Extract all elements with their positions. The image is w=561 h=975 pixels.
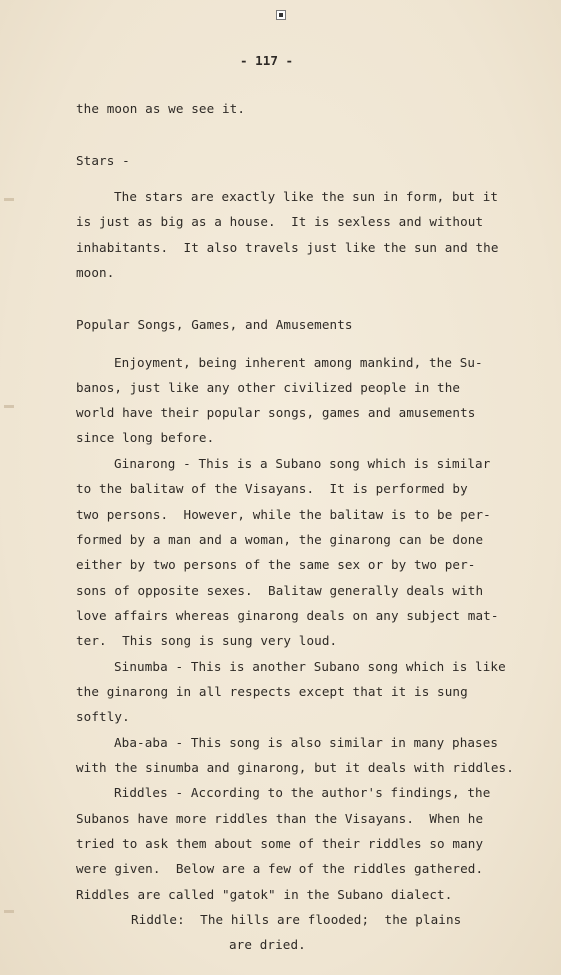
text-line: Sinumba - This is another Subano song which is like — [114, 659, 506, 674]
scan-marker-icon — [276, 10, 286, 20]
text-line: to the balitaw of the Visayans. It is performed by — [76, 481, 468, 496]
text-line: ter. This song is sung very loud. — [76, 633, 338, 648]
text-line: sons of opposite sexes. Balitaw generally deals with — [76, 583, 484, 598]
text-line: love affairs whereas ginarong deals on any subject mat- — [76, 608, 499, 623]
text-line: were given. Below are a few of the riddles gathered. — [76, 861, 484, 876]
text-line: two persons. However, while the balitaw is to be per- — [76, 507, 491, 522]
page-edge-mark — [4, 910, 14, 913]
text-line: The stars are exactly like the sun in form, but it — [114, 189, 499, 204]
section-heading: Stars - — [76, 153, 130, 168]
text-line: with the sinumba and ginarong, but it deals with riddles. — [76, 760, 514, 775]
text-line: the moon as we see it. — [76, 101, 246, 116]
text-line: Aba-aba - This song is also similar in many phases — [114, 735, 499, 750]
page-number: - 117 - — [240, 53, 294, 68]
text-line: Enjoyment, being inherent among mankind, the Su- — [114, 355, 483, 370]
text-line: moon. — [76, 265, 115, 280]
text-line: Ginarong - This is a Subano song which is similar — [114, 456, 491, 471]
section-heading: Popular Songs, Games, and Amusements — [76, 317, 353, 332]
text-line: banos, just like any other civilized people in the — [76, 380, 461, 395]
text-line: world have their popular songs, games and amusements — [76, 405, 476, 420]
text-line: tried to ask them about some of their riddles so many — [76, 836, 484, 851]
text-line: are dried. — [229, 937, 306, 952]
text-line: softly. — [76, 709, 130, 724]
text-line: since long before. — [76, 430, 215, 445]
text-line: Riddles are called "gatok" in the Subano dialect. — [76, 887, 453, 902]
text-line: formed by a man and a woman, the ginarong can be done — [76, 532, 484, 547]
page-edge-mark — [4, 198, 14, 201]
text-line: inhabitants. It also travels just like the sun and the — [76, 240, 499, 255]
text-line: Riddle: The hills are flooded; the plains — [131, 912, 462, 927]
text-line: Subanos have more riddles than the Visayans. When he — [76, 811, 484, 826]
text-line: the ginarong in all respects except that it is sung — [76, 684, 468, 699]
page-edge-mark — [4, 405, 14, 408]
text-line: is just as big as a house. It is sexless and without — [76, 214, 484, 229]
text-line: either by two persons of the same sex or by two per- — [76, 557, 476, 572]
text-line: Riddles - According to the author's findings, the — [114, 785, 491, 800]
